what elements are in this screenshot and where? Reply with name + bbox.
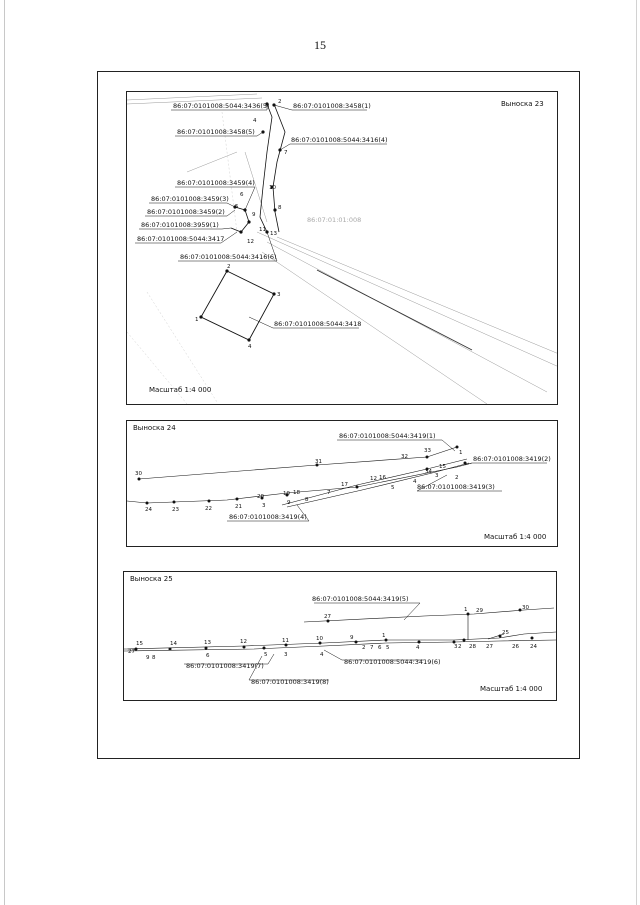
callout-24-point-31: 31	[315, 459, 322, 465]
callout-24-point-22: 22	[205, 506, 212, 512]
callout-25-point-13: 13	[204, 640, 211, 646]
callout-24-point-19: 19	[283, 491, 290, 497]
callout-24-point-2: 2	[455, 475, 459, 481]
callout-25-point-4b: 4	[320, 652, 324, 658]
callout-25-point-5b: 5	[386, 645, 390, 651]
callout-25-point-14: 14	[170, 641, 177, 647]
callout-23-point-1: 1	[195, 317, 199, 323]
page-number: 15	[314, 38, 326, 52]
callout-24-point-15: 15	[439, 464, 446, 470]
callout-25-point-28: 28	[469, 644, 476, 650]
callout-25-point-10: 10	[316, 636, 323, 642]
callout-23-point-10: 10	[269, 185, 276, 191]
callout-24-point-4: 4	[413, 479, 417, 485]
callout-23-label-3416-4: 86:07:0101008:5044:3416(4)	[291, 136, 388, 144]
callout-25-point-3: 3	[454, 644, 458, 650]
callout-24-point-18: 18	[293, 490, 300, 496]
callout-25-point-8: 8	[152, 655, 156, 661]
callout-25-label-3419-7: 86:07:0101008:3419(7)	[186, 662, 264, 670]
callout-24-point-20: 20	[257, 494, 264, 500]
callout-25-point-7: 7	[370, 645, 374, 651]
callout-23-label-3458-1: 86:07:0101008:3458(1)	[293, 102, 371, 110]
callout-23-point-5: 5	[235, 204, 239, 210]
callout-25-point-1: 1	[464, 607, 468, 613]
callout-23-drawing	[127, 92, 557, 404]
callout-25-point-3b: 3	[284, 652, 288, 658]
callout-25-point-29: 29	[476, 608, 483, 614]
callout-24-point-3b: 3	[262, 503, 266, 509]
callout-25-point-27: 27	[324, 614, 331, 620]
callout-24-point-5: 5	[391, 485, 395, 491]
callout-23-label-3459-3: 86:07:0101008:3459(3)	[151, 195, 229, 203]
callout-23-label-3436-5: 86:07:0101008:5044:3436(5)	[173, 102, 270, 110]
callout-25-point-24: 24	[530, 644, 537, 650]
callout-23-label-3459-2: 86:07:0101008:3459(2)	[147, 208, 225, 216]
callout-23-point-6: 6	[240, 192, 244, 198]
callout-24-point-16: 16	[379, 475, 386, 481]
callout-25-drawing	[124, 572, 556, 700]
callout-23-point-2: 2	[278, 99, 282, 105]
callout-24-label-3419-1: 86:07:0101008:5044:3419(1)	[339, 432, 436, 440]
callout-23-label-3458-5: 86:07:0101008:3458(5)	[177, 128, 255, 136]
callout-25-point-1b: 1	[382, 633, 386, 639]
callout-24-point-12: 12	[370, 476, 377, 482]
callout-24-point-33: 33	[424, 448, 431, 454]
callout-25-scale: Масштаб 1:4 000	[480, 685, 543, 693]
callout-24-title: Выноска 24	[133, 424, 176, 432]
callout-25-label-3419-5: 86:07:0101008:5044:3419(5)	[312, 595, 409, 603]
callout-25-point-15: 15	[136, 641, 143, 647]
callout-25-label-3419-6: 86:07:0101008:5044:3419(6)	[344, 658, 441, 666]
callout-25-point-27c: 27	[128, 649, 135, 655]
callout-24-point-32: 32	[401, 454, 408, 460]
callout-24-point-7: 7	[327, 490, 331, 496]
callout-25-point-26: 26	[512, 644, 519, 650]
callout-24-point-34: 34	[425, 469, 432, 475]
callout-25-point-6b: 6	[378, 645, 382, 651]
callout-23-label-3959-1: 86:07:0101008:3959(1)	[141, 221, 219, 229]
callout-23-faint-label: 86:07:01:01:008	[307, 216, 362, 224]
callout-24-point-3: 3	[435, 473, 439, 479]
callout-25-point-30: 30	[522, 605, 529, 611]
callout-23-point-13: 13	[270, 231, 277, 237]
callout-23-title: Выноска 23	[501, 100, 544, 108]
callout-24-label-3419-4: 86:07:0101008:3419(4)	[229, 513, 307, 521]
callout-23-point-7: 7	[284, 150, 288, 156]
callout-23-label-3417: 86:07:0101008:5044:3417	[137, 235, 225, 243]
callout-23-point-8: 8	[278, 205, 282, 211]
callout-25-point-27b: 27	[486, 644, 493, 650]
callout-23-panel	[126, 91, 558, 405]
callout-23-point-9: 9	[252, 212, 256, 218]
callout-23-point-11: 11	[259, 227, 266, 233]
scan-edge-left	[4, 0, 5, 905]
callout-25-label-3419-8: 86:07:0101008:3419(8)	[251, 678, 329, 686]
callout-25-point-2b: 2	[362, 645, 366, 651]
callout-25-point-9b: 9	[146, 655, 150, 661]
callout-23-point-4b: 4	[248, 344, 252, 350]
callout-25-point-5: 5	[264, 652, 268, 658]
callout-25-point-2: 2	[458, 644, 462, 650]
callout-25-point-9: 9	[350, 635, 354, 641]
callout-24-point-17: 17	[341, 482, 348, 488]
callout-24-point-1: 1	[459, 450, 463, 456]
callout-25-point-12: 12	[240, 639, 247, 645]
callout-24-point-30: 30	[135, 471, 142, 477]
callout-24-point-9: 9	[287, 500, 291, 506]
callout-25-point-11: 11	[282, 638, 289, 644]
callout-24-label-3419-3: 86:07:0101008:3419(3)	[417, 483, 495, 491]
scan-edge-right	[636, 0, 637, 905]
callout-25-point-25: 25	[502, 630, 509, 636]
callout-23-scale: Масштаб 1:4 000	[149, 386, 212, 394]
callout-23-point-2b: 2	[227, 264, 231, 270]
callout-23-label-3459-4: 86:07:0101008:3459(4)	[177, 179, 255, 187]
callout-24-panel	[126, 420, 558, 547]
callout-24-scale: Масштаб 1:4 000	[484, 533, 547, 541]
callout-24-point-8: 8	[305, 497, 309, 503]
callout-23-point-4: 4	[253, 118, 257, 124]
callout-23-label-3416-6: 86:07:0101008:5044:3416(6)	[180, 253, 277, 261]
callout-24-drawing	[127, 421, 557, 546]
callout-23-point-3: 3	[277, 292, 281, 298]
callout-25-title: Выноска 25	[130, 575, 173, 583]
callout-23-label-3418: 86:07:0101008:5044:3418	[274, 320, 362, 328]
callout-24-point-23: 23	[172, 507, 179, 513]
callout-24-point-24: 24	[145, 507, 152, 513]
callout-24-point-21: 21	[235, 504, 242, 510]
callout-23-point-12: 12	[247, 239, 254, 245]
callout-25-point-4: 4	[416, 645, 420, 651]
callout-24-label-3419-2: 86:07:0101008:3419(2)	[473, 455, 551, 463]
callout-25-panel	[123, 571, 557, 701]
callout-25-point-6: 6	[206, 653, 210, 659]
